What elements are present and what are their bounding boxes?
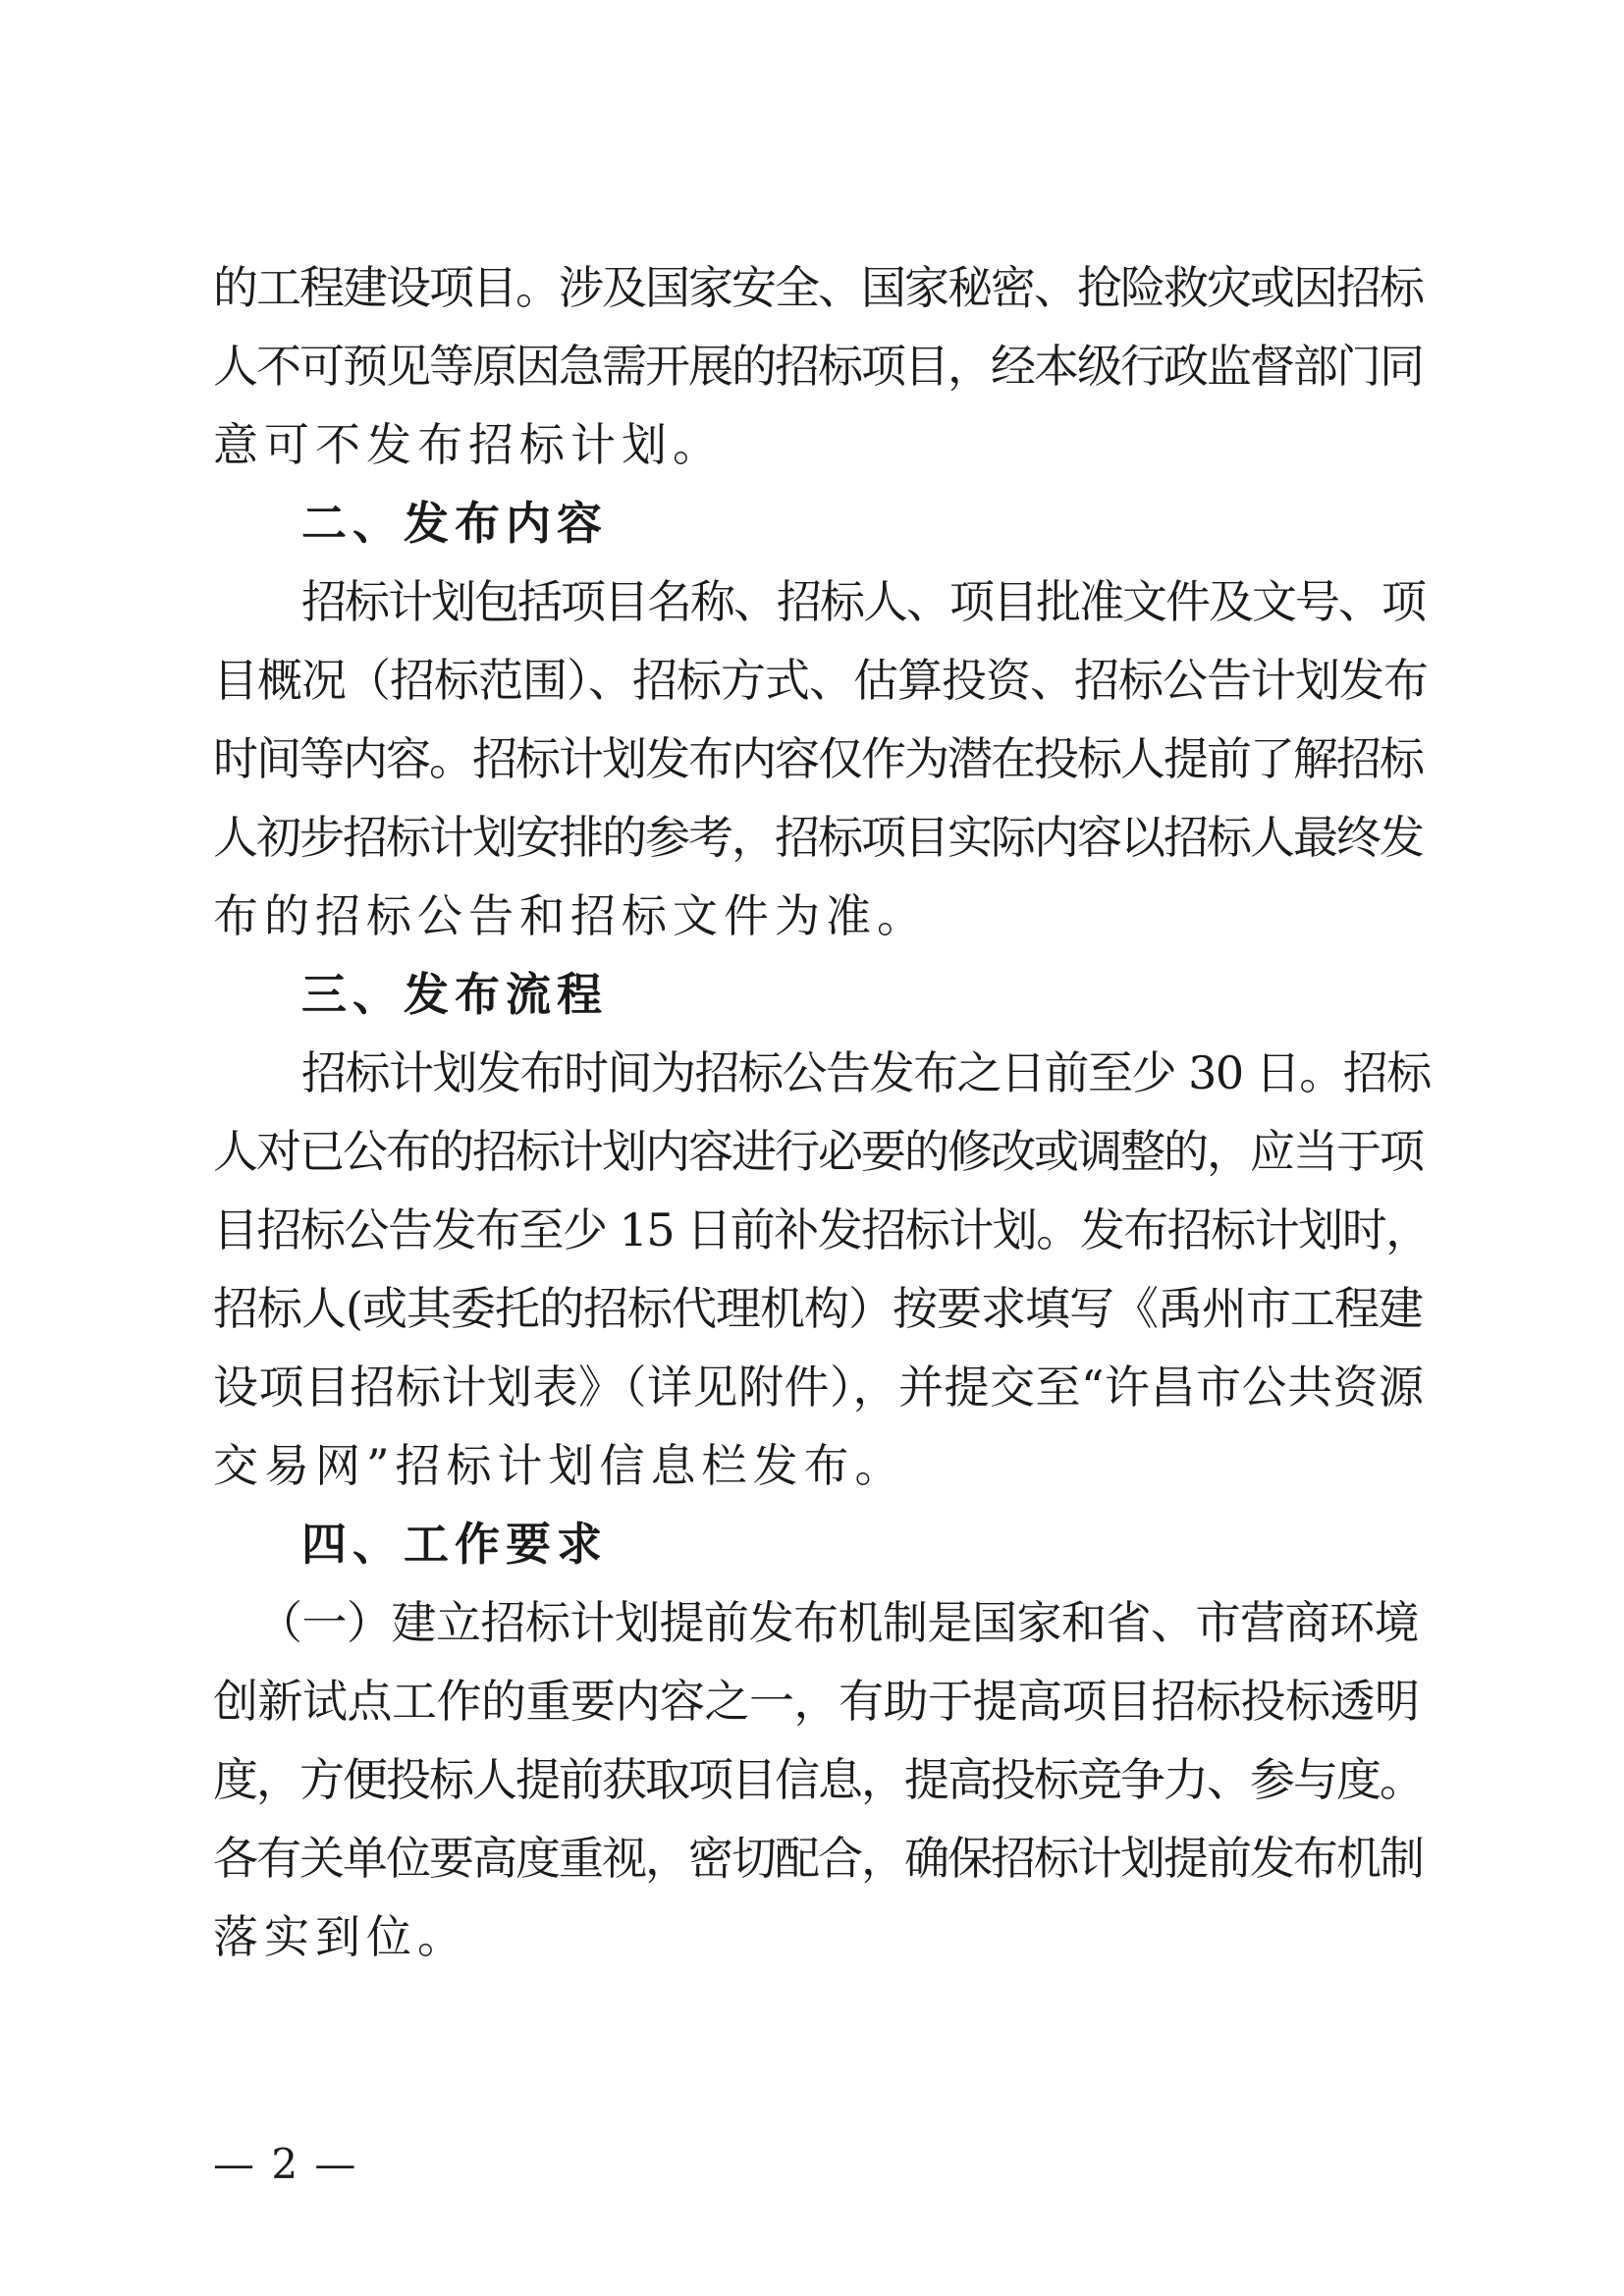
body-line: 布的招标公告和招标文件为准。 — [213, 889, 928, 942]
section-heading: 二、发布内容 — [301, 497, 608, 550]
section-heading: 三、发布流程 — [301, 968, 608, 1021]
body-line: 交易网”招标计划信息栏发布。 — [213, 1439, 906, 1492]
body-line: 目概况（招标范围）、招标方式、估算投资、招标公告计划发布 — [213, 654, 1428, 707]
body-line: 意可不发布招标计划。 — [213, 418, 724, 471]
body-line: 人对已公布的招标计划内容进行必要的修改或调整的，应当于项 — [213, 1125, 1423, 1178]
body-line: 目招标公告发布至少 15 日前补发招标计划。发布招标计划时， — [213, 1203, 1430, 1256]
page-number: — 2 — — [213, 2140, 358, 2188]
body-line: 招标计划发布时间为招标公告发布之日前至少 30 日。招标 — [301, 1046, 1431, 1099]
body-line: 各有关单位要高度重视，密切配合，确保招标计划提前发布机制 — [213, 1832, 1423, 1885]
body-line: 人不可预见等原因急需开展的招标项目，经本级行政监督部门同 — [213, 340, 1423, 393]
section-heading: 四、工作要求 — [301, 1518, 608, 1571]
body-line: 的工程建设项目。涉及国家安全、国家秘密、抢险救灾或因招标 — [213, 261, 1423, 314]
body-line: 人初步招标计划安排的参考，招标项目实际内容以招标人最终发 — [213, 811, 1423, 864]
body-line: （一）建立招标计划提前发布机制是国家和省、市营商环境 — [257, 1596, 1419, 1649]
body-line: 设项目招标计划表》（详见附件），并提交至“许昌市公共资源 — [213, 1361, 1425, 1414]
body-line: 时间等内容。招标计划发布内容仅作为潜在投标人提前了解招标 — [213, 732, 1423, 785]
body-line: 招标人(或其委托的招标代理机构）按要求填写《禹州市工程建 — [213, 1282, 1423, 1335]
body-line: 招标计划包括项目名称、招标人、项目批准文件及文号、项 — [301, 575, 1425, 628]
body-line: 度，方便投标人提前获取项目信息，提高投标竞争力、参与度。 — [213, 1753, 1423, 1806]
body-line: 落实到位。 — [213, 1910, 468, 1963]
body-line: 创新试点工作的重要内容之一，有助于提高项目招标投标透明 — [213, 1675, 1420, 1728]
